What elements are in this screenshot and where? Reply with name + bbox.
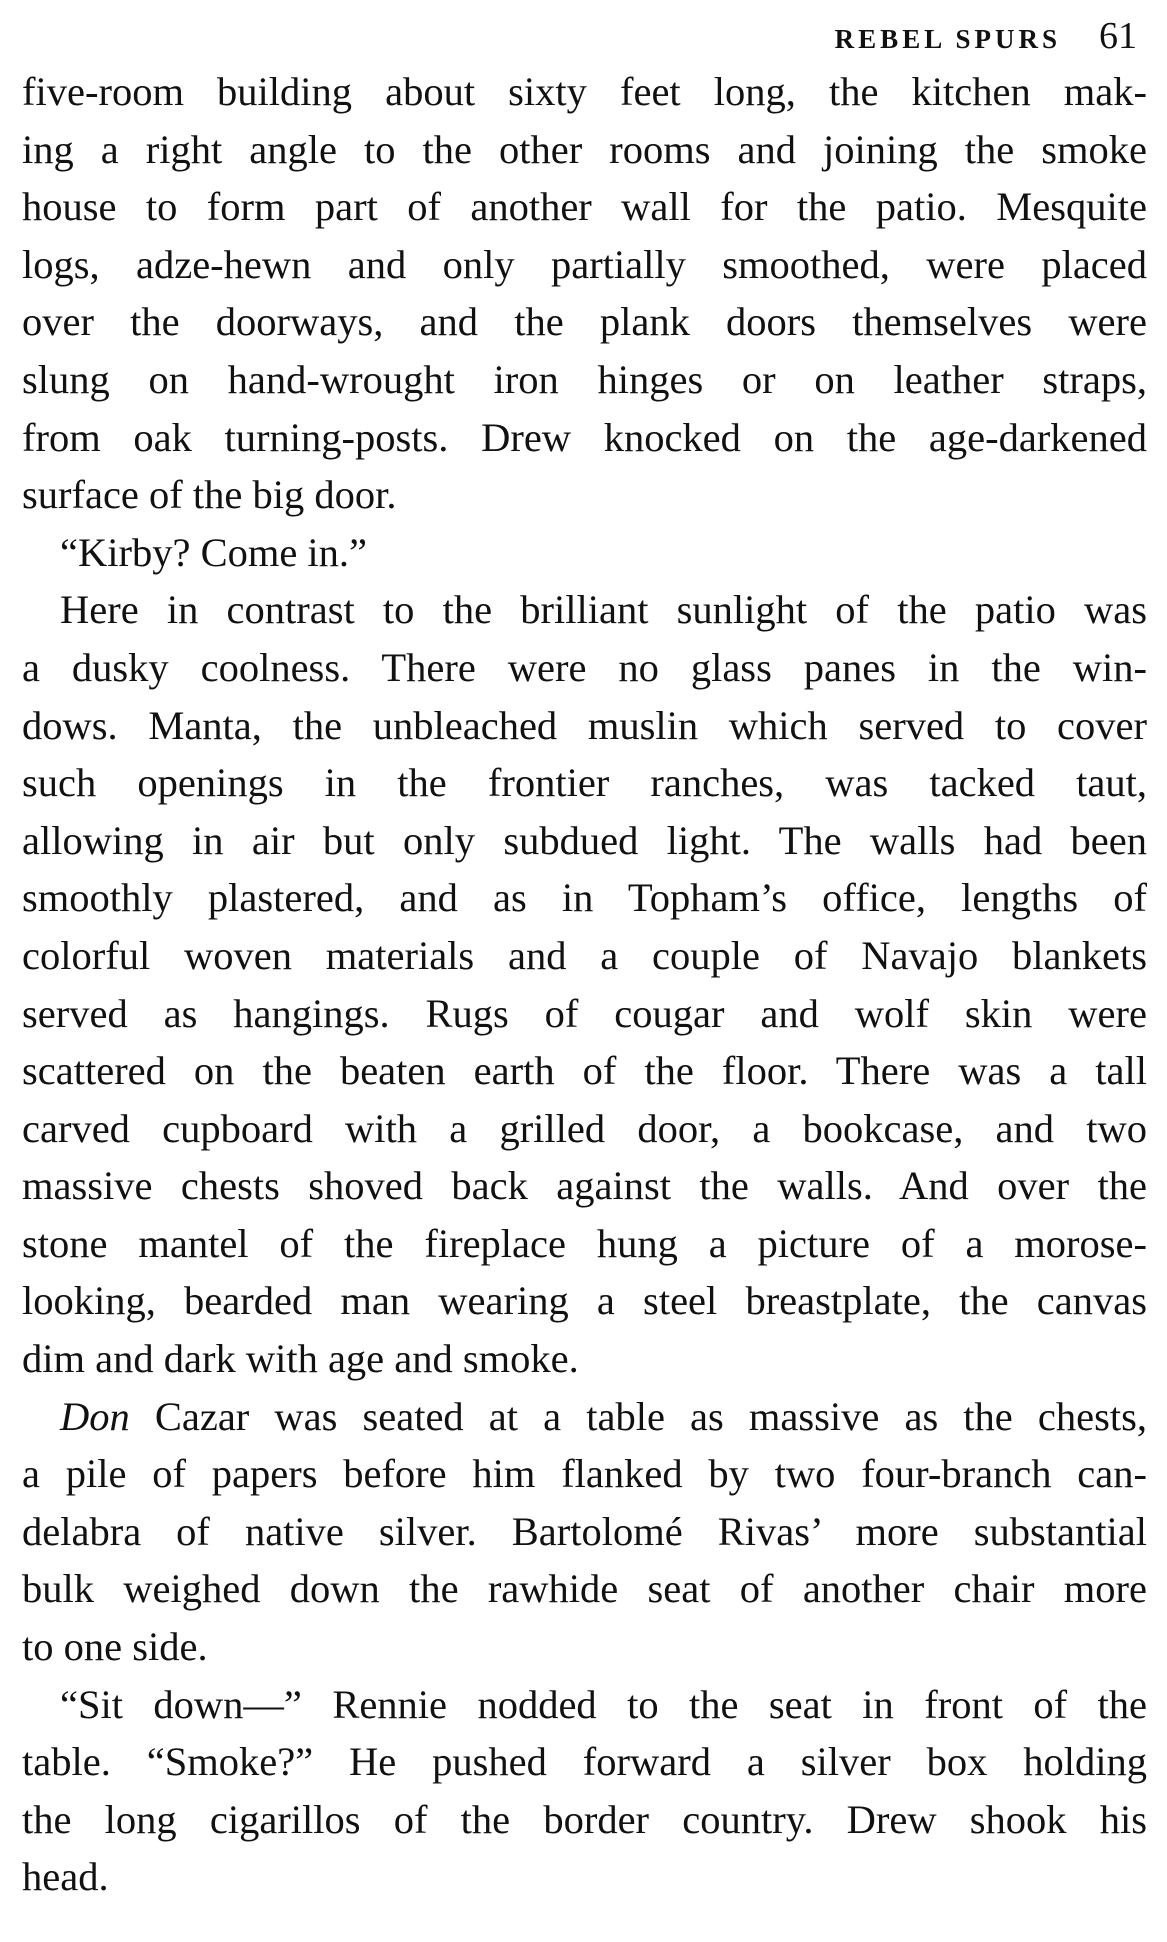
text-line bbox=[22, 1388, 1147, 1446]
line-text: logs, adze-hewn and only partially smoothed, were placed bbox=[22, 241, 1147, 287]
text-line bbox=[22, 581, 1147, 639]
line-text: served as hangings. Rugs of cougar and wolf skin were bbox=[22, 990, 1147, 1036]
line-text: such openings in the frontier ranches, was tacked taut, bbox=[22, 760, 1147, 806]
line-text: ing a right angle to the other rooms and joining the smoke bbox=[22, 126, 1147, 172]
text-line bbox=[22, 1848, 1147, 1906]
line-text: bulk weighed down the rawhide seat of another chair more bbox=[22, 1566, 1147, 1612]
text-line bbox=[22, 1100, 1147, 1158]
text-line bbox=[22, 812, 1147, 870]
line-text: head. bbox=[22, 1854, 109, 1900]
text-line bbox=[22, 466, 1147, 524]
text-line bbox=[22, 1791, 1147, 1849]
text-line bbox=[22, 869, 1147, 927]
line-text: table. “Smoke?” He pushed forward a silver box holding bbox=[22, 1739, 1147, 1785]
text-line bbox=[22, 524, 1147, 582]
running-head bbox=[835, 14, 1137, 58]
line-text: five-room building about sixty feet long, the kitchen mak- bbox=[22, 69, 1147, 114]
line-text: a dusky coolness. There were no glass panes in the win- bbox=[22, 644, 1147, 690]
text-line bbox=[22, 697, 1147, 755]
text-line bbox=[22, 1560, 1147, 1618]
italic-word: Don bbox=[60, 1393, 130, 1439]
text-line bbox=[22, 1272, 1147, 1330]
text-line bbox=[22, 409, 1147, 467]
text-line bbox=[22, 351, 1147, 409]
text-line bbox=[22, 1215, 1147, 1273]
line-text: delabra of native silver. Bartolomé Rivas’ more substantial bbox=[22, 1508, 1147, 1554]
line-text: “Sit down—” Rennie nodded to the seat in front of the bbox=[60, 1681, 1147, 1727]
line-text: Cazar was seated at a table as massive as the chests, bbox=[129, 1393, 1147, 1439]
line-text: looking, bearded man wearing a steel breastplate, the canvas bbox=[22, 1278, 1147, 1324]
text-line bbox=[22, 293, 1147, 351]
text-line bbox=[22, 927, 1147, 985]
text-line bbox=[22, 639, 1147, 697]
line-text: the long cigarillos of the border country. Drew shook his bbox=[22, 1796, 1147, 1842]
text-line bbox=[22, 754, 1147, 812]
line-text: smoothly plastered, and as in Topham’s office, lengths of bbox=[22, 875, 1147, 921]
page-number: 61 bbox=[1099, 15, 1137, 57]
line-text: carved cupboard with a grilled door, a bookcase, and two bbox=[22, 1105, 1147, 1151]
line-text: over the doorways, and the plank doors themselves were bbox=[22, 299, 1147, 345]
line-text: massive chests shoved back against the walls. And over the bbox=[22, 1163, 1147, 1209]
line-text: dows. Manta, the unbleached muslin which served to cover bbox=[22, 702, 1147, 748]
line-text: stone mantel of the fireplace hung a picture of a morose- bbox=[22, 1220, 1147, 1266]
text-line bbox=[22, 1503, 1147, 1561]
line-text: colorful woven materials and a couple of Navajo blankets bbox=[22, 932, 1147, 978]
text-line bbox=[22, 236, 1147, 294]
line-text: scattered on the beaten earth of the floor. There was a tall bbox=[22, 1048, 1147, 1094]
text-line bbox=[22, 63, 1147, 121]
text-line bbox=[22, 178, 1147, 236]
text-line bbox=[22, 1330, 1147, 1388]
running-title: REBEL SPURS bbox=[834, 24, 1061, 54]
text-line bbox=[22, 1445, 1147, 1503]
line-text: dim and dark with age and smoke. bbox=[22, 1336, 579, 1382]
text-line bbox=[22, 1157, 1147, 1215]
text-line bbox=[22, 1733, 1147, 1791]
line-text: allowing in air but only subdued light. The walls had been bbox=[22, 817, 1147, 863]
line-text: house to form part of another wall for the patio. Mesquite bbox=[22, 184, 1147, 230]
text-line bbox=[22, 1676, 1147, 1734]
text-line bbox=[22, 1618, 1147, 1676]
text-line bbox=[22, 121, 1147, 179]
line-text: slung on hand-wrought iron hinges or on leather straps, bbox=[22, 356, 1147, 402]
line-text: from oak turning-posts. Drew knocked on the age-darkened bbox=[22, 414, 1147, 460]
line-text: Here in contrast to the brilliant sunlight of the patio was bbox=[60, 587, 1147, 633]
line-text: to one side. bbox=[22, 1624, 208, 1670]
line-text: “Kirby? Come in.” bbox=[60, 529, 368, 575]
text-line bbox=[22, 985, 1147, 1043]
text-line bbox=[22, 1042, 1147, 1100]
line-text: a pile of papers before him flanked by two four-branch can- bbox=[22, 1451, 1147, 1497]
body-text bbox=[22, 63, 1147, 1906]
line-text: surface of the big door. bbox=[22, 472, 397, 518]
